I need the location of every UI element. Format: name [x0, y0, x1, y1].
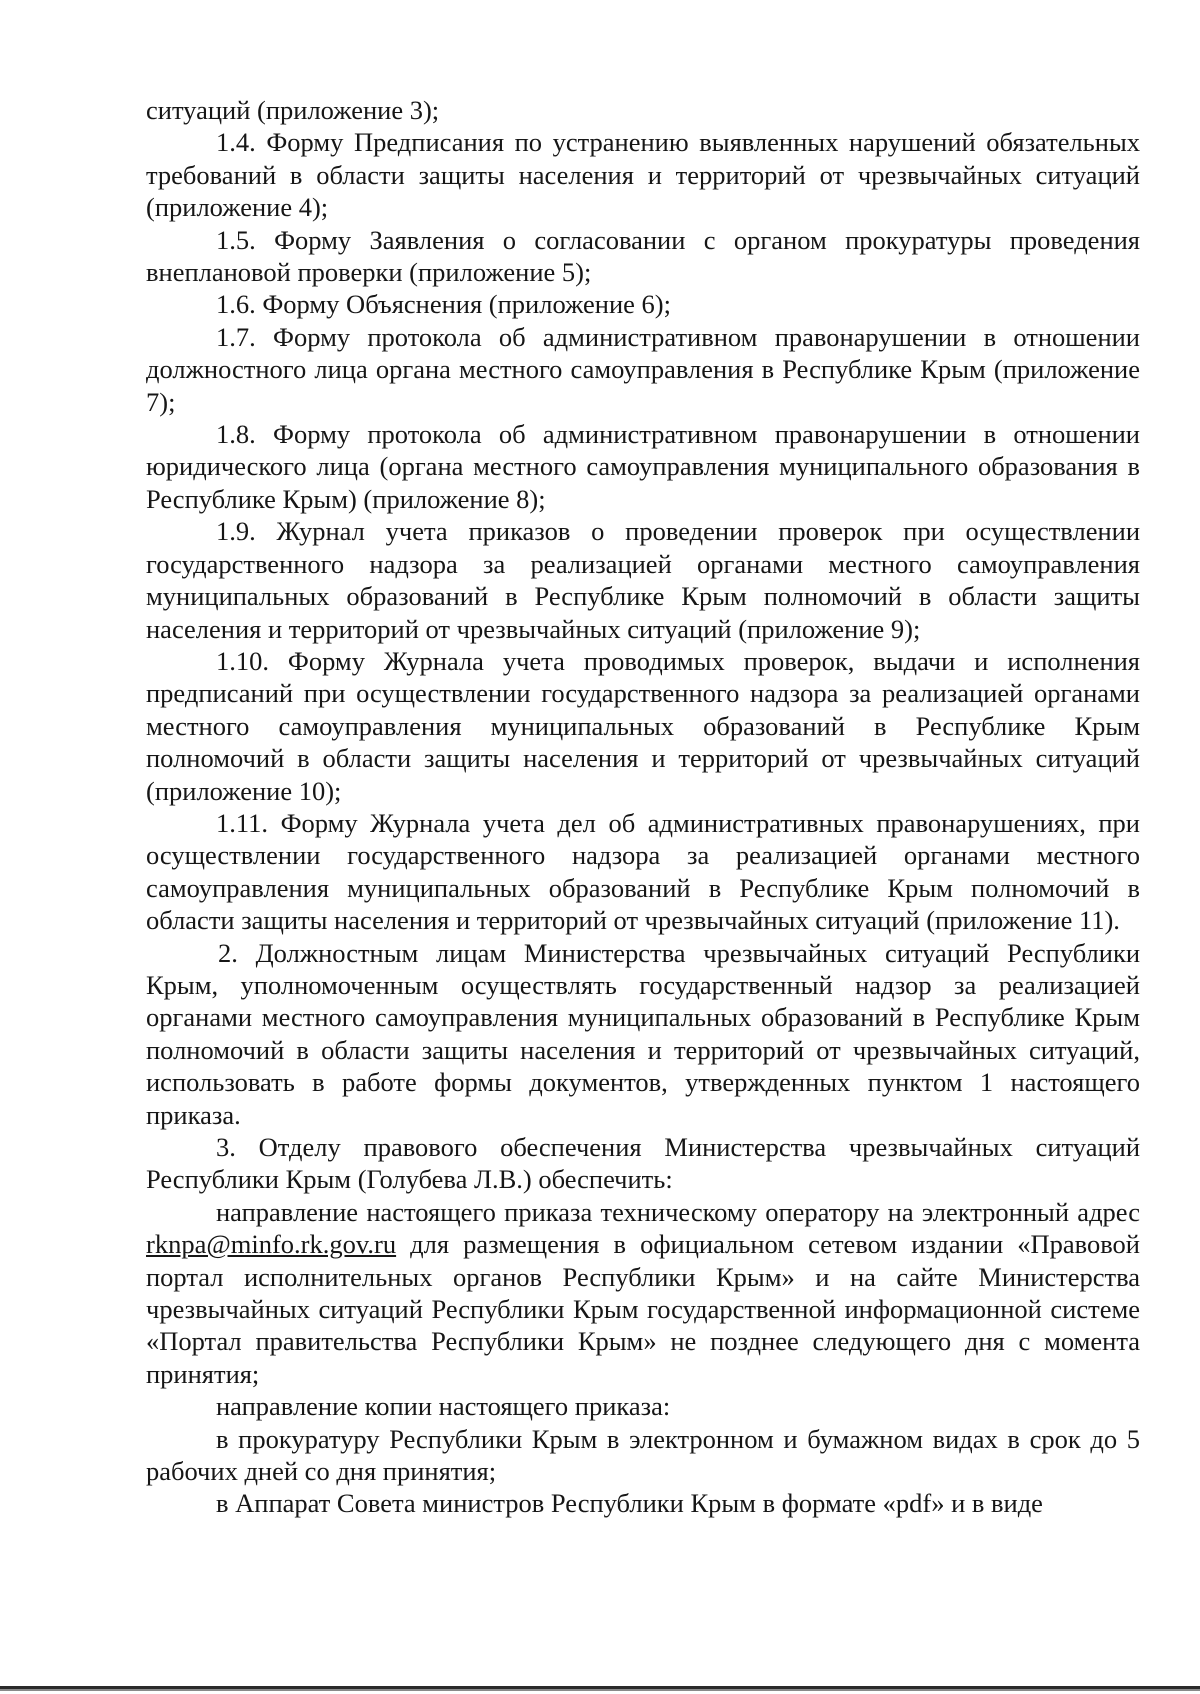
page-bottom-edge-shadow: [0, 1689, 1200, 1691]
paragraph-council-apparatus: в Аппарат Совета министров Республики Крым в формате «pdf» и в виде: [216, 1488, 1043, 1519]
paragraph-item-1-6: 1.6. Форму Объяснения (приложение 6);: [216, 289, 671, 320]
paragraph-continuation: ситуаций (приложение 3);: [146, 95, 440, 125]
paragraph-item-1-4: 1.4. Форму Предписания по устранению выявленных нарушений обязательных требований в области защиты населения и территорий от чрезвычайных ситуаций (приложение 4);: [146, 127, 1140, 223]
paragraph-item-1-10: 1.10. Форму Журнала учета проводимых проверок, выдачи и исполнения предписаний при осуществлении государственного надзора за реализацией органами местного самоуправления муниципальных образований в Республике Крым полномочий в области защиты населения и территорий от чрезвычайных ситуаций (приложение 10);: [146, 645, 1140, 806]
paragraph-item-2: 2. Должностным лицам Министерства чрезвычайных ситуаций Республики Крым, уполномоченным осуществлять государственный надзор за реализацией органами местного самоуправления муниципальных образований в Республике Крым полномочий в области защиты населения и территорий от чрезвычайных ситуаций, использовать в работе формы документов, утвержденных пунктом 1 настоящего приказа.: [146, 937, 1140, 1130]
paragraph-publication: [146, 1196, 1140, 1390]
publication-text-after: для размещения в официальном сетевом издании «Правовой портал исполнительных органов Республики Крым» и на сайте Министерства чрезвычайных ситуаций Республики Крым государственной информационной системе «Портал правительства Республики Крым» не позднее следующего дня с момента принятия;: [146, 1229, 1140, 1389]
paragraph-item-1-8: 1.8. Форму протокола об административном правонарушении в отношении юридического лица (органа местного самоуправления муниципального образования в Республике Крым) (приложение 8);: [146, 419, 1140, 514]
paragraph-item-1-7: 1.7. Форму протокола об административном правонарушении в отношении должностного лица органа местного самоуправления в Республике Крым (приложение 7);: [146, 321, 1140, 417]
document-body: [146, 94, 1140, 1520]
paragraph-item-3: 3. Отделу правового обеспечения Министерства чрезвычайных ситуаций Республики Крым (Голубева Л.В.) обеспечить:: [146, 1132, 1140, 1195]
paragraph-item-1-11: 1.11. Форму Журнала учета дел об административных правонарушениях, при осуществлении государственного надзора за реализацией органами местного самоуправления муниципальных образований в Республике Крым полномочий в области защиты населения и территорий от чрезвычайных ситуаций (приложение 11).: [146, 807, 1140, 936]
publication-text-before: направление настоящего приказа техническому оператору на электронный адрес: [216, 1196, 1140, 1227]
paragraph-prosecutor: в прокуратуру Республики Крым в электронном и бумажном видах в срок до 5 рабочих дней со дня принятия;: [146, 1423, 1140, 1487]
email-link[interactable]: rknpa@minfo.rk.gov.ru: [146, 1229, 397, 1260]
paragraph-item-1-5: 1.5. Форму Заявления о согласовании с органом прокуратуры проведения внеплановой проверки (приложение 5);: [146, 224, 1140, 288]
paragraph-copy-direction: направление копии настоящего приказа:: [216, 1391, 671, 1422]
paragraph-item-1-9: 1.9. Журнал учета приказов о проведении проверок при осуществлении государственного надзора за реализацией органами местного самоуправления муниципальных образований в Республике Крым полномочий в области защиты населения и территорий от чрезвычайных ситуаций (приложение 9);: [146, 516, 1140, 644]
